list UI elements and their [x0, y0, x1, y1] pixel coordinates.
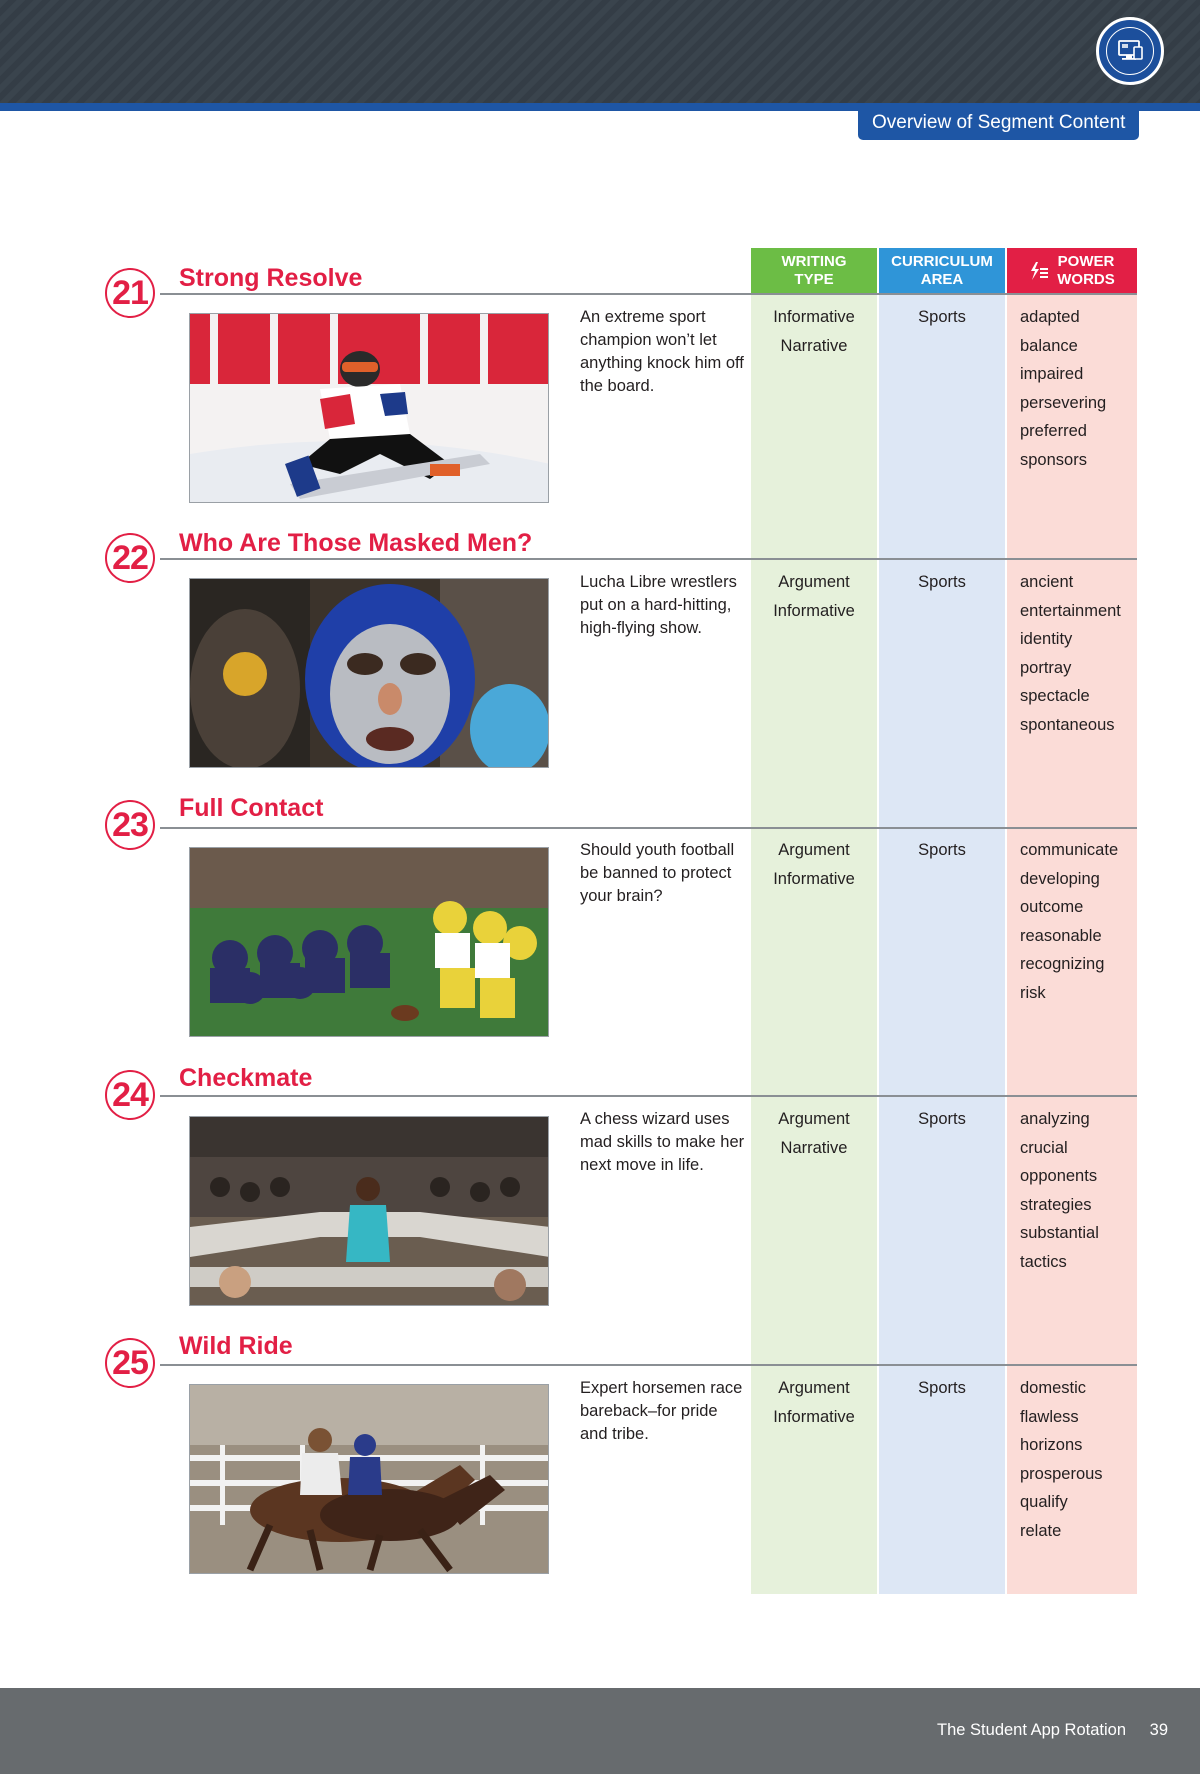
segment-number: 22	[105, 533, 155, 583]
lightning-list-icon	[1029, 260, 1049, 282]
power-word: spectacle	[1020, 687, 1090, 705]
segment-description: Should youth football be banned to protect your brain?	[580, 841, 735, 905]
segment-description: A chess wizard uses mad skills to make her next move in life.	[580, 1110, 745, 1174]
power-word: balance	[1020, 336, 1078, 355]
power-words	[1020, 836, 1134, 1007]
power-word: ancient	[1020, 573, 1074, 591]
power-words-header	[1007, 248, 1137, 294]
segment-divider	[160, 1364, 1137, 1366]
curriculum-area: Sports	[918, 841, 966, 859]
writing-types	[751, 568, 877, 625]
writing-type: Informative	[773, 601, 855, 620]
segment-title: Strong Resolve	[179, 264, 363, 292]
power-word: reasonable	[1020, 926, 1102, 945]
segment-title: Full Contact	[179, 794, 324, 822]
power-word: developing	[1020, 869, 1100, 888]
power-word: sponsors	[1020, 450, 1087, 469]
header-line: AREA	[920, 271, 964, 288]
segment-title: Who Are Those Masked Men?	[179, 529, 533, 557]
power-word: recognizing	[1020, 955, 1105, 973]
power-word: substantial	[1020, 1224, 1099, 1242]
horse-race-photo	[189, 1384, 549, 1574]
curriculum-area: Sports	[918, 1110, 966, 1128]
devices-icon	[1099, 20, 1161, 82]
curriculum-area-header	[879, 248, 1005, 294]
segment-title: Wild Ride	[179, 1332, 293, 1360]
power-word: persevering	[1020, 393, 1107, 412]
writing-type: Narrative	[780, 336, 848, 355]
power-word: flawless	[1020, 1407, 1079, 1426]
youth-football-photo	[189, 847, 549, 1037]
segment-divider	[160, 827, 1137, 829]
writing-type: Argument	[778, 1110, 850, 1128]
segment-number: 23	[105, 800, 155, 850]
segment-divider	[160, 1095, 1137, 1097]
curriculum-area: Sports	[918, 308, 966, 326]
page-number: 39	[1149, 1721, 1168, 1739]
power-word: preferred	[1020, 422, 1087, 440]
power-word: analyzing	[1020, 1110, 1090, 1128]
power-word: outcome	[1020, 898, 1084, 916]
curriculum-area: Sports	[918, 573, 966, 591]
writing-type: Informative	[773, 1407, 855, 1426]
power-word: relate	[1020, 1521, 1062, 1540]
writing-type-header	[751, 248, 877, 294]
power-words	[1020, 1374, 1134, 1545]
writing-types	[751, 1374, 877, 1431]
power-word: adapted	[1020, 308, 1080, 326]
writing-type: Argument	[778, 573, 850, 591]
writing-type: Argument	[778, 1379, 850, 1397]
power-word: communicate	[1020, 841, 1119, 859]
writing-type: Informative	[773, 308, 855, 326]
chess-simul-photo	[189, 1116, 549, 1306]
segment-number: 21	[105, 268, 155, 318]
header-line: TYPE	[794, 271, 834, 288]
writing-types	[751, 1105, 877, 1162]
power-word: strategies	[1020, 1195, 1092, 1214]
header-line: WRITING	[781, 253, 847, 270]
power-word: identity	[1020, 630, 1073, 648]
writing-types	[751, 836, 877, 893]
lucha-libre-mask-photo	[189, 578, 549, 768]
segment-description: An extreme sport champion won’t let anything knock him off the board.	[580, 308, 744, 395]
segment-number: 25	[105, 1338, 155, 1388]
power-words	[1020, 568, 1134, 739]
snowboarder-photo	[189, 313, 549, 503]
writing-type: Narrative	[780, 1138, 848, 1157]
power-word: prosperous	[1020, 1464, 1103, 1483]
writing-type: Informative	[773, 869, 855, 888]
power-word: spontaneous	[1020, 715, 1115, 734]
power-word: opponents	[1020, 1167, 1098, 1185]
power-word: crucial	[1020, 1138, 1068, 1157]
segment-description: Expert horsemen race bareback–for pride and tribe.	[580, 1379, 743, 1443]
power-word: entertainment	[1020, 601, 1121, 620]
power-word: risk	[1020, 983, 1046, 1002]
header-bar	[0, 0, 1200, 103]
segment-number: 24	[105, 1070, 155, 1120]
power-word: tactics	[1020, 1252, 1067, 1271]
footer-title: The Student App Rotation	[937, 1721, 1126, 1739]
segment-divider	[160, 293, 1137, 295]
power-word: portray	[1020, 658, 1072, 677]
writing-types	[751, 303, 877, 360]
power-words	[1020, 1105, 1134, 1276]
header-line: WORDS	[1057, 271, 1115, 288]
writing-type: Argument	[778, 841, 850, 859]
power-word: domestic	[1020, 1379, 1087, 1397]
header-line: CURRICULUM	[891, 253, 993, 270]
power-word: horizons	[1020, 1436, 1083, 1454]
section-label: Overview of Segment Content	[858, 106, 1139, 140]
power-word: qualify	[1020, 1493, 1068, 1511]
segment-divider	[160, 558, 1137, 560]
power-word: impaired	[1020, 365, 1084, 383]
segment-description: Lucha Libre wrestlers put on a hard-hitting, high-flying show.	[580, 573, 737, 637]
segment-title: Checkmate	[179, 1064, 313, 1092]
curriculum-area: Sports	[918, 1379, 966, 1397]
header-line: POWER	[1057, 253, 1115, 270]
student-application-badge	[1096, 17, 1164, 85]
power-words	[1020, 303, 1134, 474]
